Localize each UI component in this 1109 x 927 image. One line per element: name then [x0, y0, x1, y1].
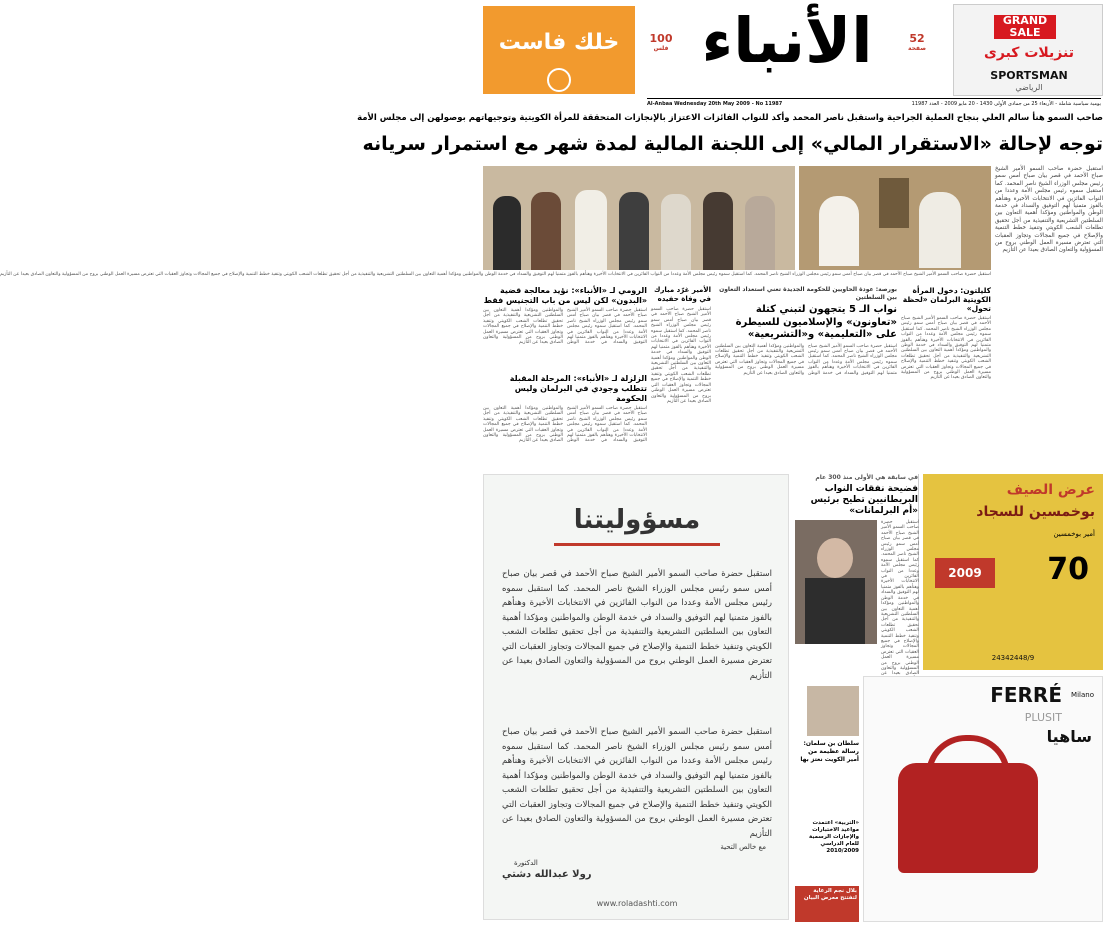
photo-caption: استقبل حضرة صاحب السمو الأمير الشيخ صباح الأحمد في قصر بيان صباح أمس سمو رئيس مجلس الوزراء الشيخ ناصر المحمد. كما استقبل سموه رئيس مجلس الأمة وعددا من النواب الفائزين في الانتخابات الأخيرة وهنأهم بالفوز متمنيا لهم التوفيق والسداد في خدمة الوطن والمواطنين ومؤكدا أهمية التعاون بين السلطتين التشريعية والتنفيذية من أجل تحقيق تطلعات الشعب الكويتي وتنفيذ خطط التنمية والإصلاح في جميع المجالات وتجاوز العقبات التي تعترض مسيرة العمل الوطني بروح من المسؤولية والتعاون الصادق بعيدا عن التأزيم	[0, 272, 991, 277]
masthead-title: الأنباء	[701, 4, 873, 77]
photo-women-mps	[483, 166, 795, 270]
pages-box: 52 صفحة	[907, 32, 927, 52]
price-box: 100 فلس	[649, 32, 673, 52]
main-headline: توجه لإحالة «الاستقرار المالي» إلى اللجنة المالية لمدة شهر مع استمرار سريانه	[362, 133, 1103, 155]
photo-sultan	[807, 686, 859, 736]
date-bar: يومية سياسية شاملة - الأربعاء 25 من جمادى الأولى 1430 - 20 مايو 2009 - العدد 11987 Al-Anbaa Wednesday 20th May 2009 - No 11987	[647, 98, 1101, 108]
bag-handle-icon	[926, 735, 1010, 779]
bag-icon	[898, 763, 1038, 873]
story-tarbia: «التربية» اعتمدت مواعيد الاختبارات والإجازات الرسمية للعام الدراسي 2010/2009	[809, 820, 859, 854]
story-amir: الأمير غرّد مبارك في وفاة حفيده استقبل حضرة صاحب السمو الأمير الشيخ صباح الأحمد في قصر بيان صباح أمس سمو رئيس مجلس الوزراء الشيخ ناصر المحمد. كما استقبل سموه رئيس مجلس الأمة وعددا من النواب الفائزين في الانتخابات الأخيرة وهنأهم بالفوز متمنيا لهم التوفيق والسداد في خدمة الوطن والمواطنين ومؤكدا أهمية التعاون بين السلطتين التشريعية والتنفيذية من أجل تحقيق تطلعات الشعب الكويتي وتنفيذ خطط التنمية والإصلاح في جميع المجالات وتجاوز العقبات التي تعترض مسيرة العمل الوطني بروح من المسؤولية والتعاون الصادق بعيدا عن التأزيم	[651, 286, 711, 404]
main-text-column: استقبل حضرة صاحب السمو الأمير الشيخ صباح الأحمد في قصر بيان صباح أمس سمو رئيس مجلس الوزراء الشيخ ناصر المحمد. كما استقبل سموه رئيس مجلس الأمة وعددا من النواب الفائزين في الانتخابات الأخيرة وهنأهم بالفوز متمنيا لهم التوفيق والسداد في خدمة الوطن والمواطنين ومؤكدا أهمية التعاون بين السلطتين التشريعية والتنفيذية من أجل تحقيق تطلعات الشعب الكويتي وتنفيذ خطط التنمية والإصلاح في جميع المجالات وتجاوز العقبات التي تعترض مسيرة العمل الوطني بروح من المسؤولية والتعاون الصادق بعيدا عن التأزيم	[995, 166, 1103, 254]
story-klilton: كليلتون: دخول المرأة الكويتية البرلمان «لحظة تحول» استقبل حضرة صاحب السمو الأمير الشيخ صباح الأحمد في قصر بيان صباح أمس سمو رئيس مجلس الوزراء الشيخ ناصر المحمد. كما استقبل سموه رئيس مجلس الأمة وعددا من النواب الفائزين في الانتخابات الأخيرة وهنأهم بالفوز متمنيا لهم التوفيق والسداد في خدمة الوطن والمواطنين ومؤكدا أهمية التعاون بين السلطتين التشريعية والتنفيذية من أجل تحقيق تطلعات الشعب الكويتي وتنفيذ خطط التنمية والإصلاح في جميع المجالات وتجاوز العقبات التي تعترض مسيرة العمل الوطني بروح من المسؤولية والتعاون الصادق بعيدا عن التأزيم	[901, 286, 991, 381]
ad-ferre: FERRÉ Milano PLUSIT ساهيا	[863, 676, 1103, 922]
ad-roladashti: مسؤوليتنا استقبل حضرة صاحب السمو الأمير الشيخ صباح الأحمد في قصر بيان صباح أمس سمو رئيس مجلس الوزراء الشيخ ناصر المحمد. كما استقبل سموه رئيس مجلس الأمة وعددا من النواب الفائزين في الانتخابات الأخيرة وهنأهم بالفوز متمنيا لهم التوفيق والسداد في خدمة الوطن والمواطنين ومؤكدا أهمية التعاون بين السلطتين التشريعية والتنفيذية من أجل تحقيق تطلعات الشعب الكويتي وتنفيذ خطط التنمية والإصلاح في جميع المجالات وتجاوز العقبات التي تعترض مسيرة العمل الوطني بروح من المسؤولية والتعاون الصادق بعيدا عن التأزيم استقبل حضرة صاحب السمو الأمير الشيخ صباح الأحمد في قصر بيان صباح أمس سمو رئيس مجلس الوزراء الشيخ ناصر المحمد. كما استقبل سموه رئيس مجلس الأمة وعددا من النواب الفائزين في الانتخابات الأخيرة وهنأهم بالفوز متمنيا لهم التوفيق والسداد في خدمة الوطن والمواطنين ومؤكدا أهمية التعاون بين السلطتين التشريعية والتنفيذية من أجل تحقيق تطلعات الشعب الكويتي وتنفيذ خطط التنمية والإصلاح في جميع المجالات وتجاوز العقبات التي تعترض مسيرة العمل الوطني بروح من المسؤولية والتعاون الصادق بعيدا عن التأزيم مع خالص التحية الدكتورة رولا عبدالله دشتي www.roladashti.com	[483, 474, 789, 920]
story-zalzala: الزلزلة لـ «الأنباء»: المرحلة المقبلة تتطلب وجودي في البرلمان وليس الحكومة استقبل حضرة صاحب السمو الأمير الشيخ صباح الأحمد في قصر بيان صباح أمس سمو رئيس مجلس الوزراء الشيخ ناصر المحمد. كما استقبل سموه رئيس مجلس الأمة وعددا من النواب الفائزين في الانتخابات الأخيرة وهنأهم بالفوز متمنيا لهم التوفيق والسداد في خدمة الوطن والمواطنين ومؤكدا أهمية التعاون بين السلطتين التشريعية والتنفيذية من أجل تحقيق تطلعات الشعب الكويتي وتنفيذ خطط التنمية والإصلاح في جميع المجالات وتجاوز العقبات التي تعترض مسيرة العمل الوطني بروح من المسؤولية والتعاون الصادق بعيدا عن التأزيم	[483, 374, 647, 444]
logo-icon	[547, 68, 571, 92]
kicker: صاحب السمو هنأ سالم العلي بنجاح العملية الجراحية واستقبل ناصر المحمد وأكد للنواب الفائزات الاعتزاز بالإنجازات المتحققة للمرأة الكويتية وتوجيهاتهم بوصولهن إلى مجلس الأمة	[357, 113, 1103, 123]
story-romi: الرومي لـ «الأنباء»: نؤيد معالجة قضية «البدون» لكن ليس من باب التجنيس فقط استقبل حضرة صاحب السمو الأمير الشيخ صباح الأحمد في قصر بيان صباح أمس سمو رئيس مجلس الوزراء الشيخ ناصر المحمد. كما استقبل سموه رئيس مجلس الأمة وعددا من النواب الفائزين في الانتخابات الأخيرة وهنأهم بالفوز متمنيا لهم التوفيق والسداد في خدمة الوطن والمواطنين ومؤكدا أهمية التعاون بين السلطتين التشريعية والتنفيذية من أجل تحقيق تطلعات الشعب الكويتي وتنفيذ خطط التنمية والإصلاح في جميع المجالات وتجاوز العقبات التي تعترض مسيرة العمل الوطني بروح من المسؤولية والتعاون الصادق بعيدا عن التأزيم	[483, 286, 647, 346]
story-sultan: سلطان بن سلمان: رسالة عظيمة من أمير الكويت نعتز بها	[795, 686, 859, 816]
ad-right-sportsman: GRAND SALE تنزيلات كبرى SPORTSMAN الرياضي	[953, 4, 1103, 96]
story-uk: في سابقة هي الأولى منذ 300 عام فضيحة نفقات النواب البريطانيين تطيح برئيس «أم البرلمانات» استقبل حضرة صاحب السمو الأمير الشيخ صباح الأحمد في قصر بيان صباح أمس سمو رئيس مجلس الوزراء الشيخ ناصر المحمد. كما استقبل سموه رئيس مجلس الأمة وعددا من النواب الفائزين في الانتخابات الأخيرة وهنأهم بالفوز متمنيا لهم التوفيق والسداد في خدمة الوطن والمواطنين ومؤكدا أهمية التعاون بين السلطتين التشريعية والتنفيذية من أجل تحقيق تطلعات الشعب الكويتي وتنفيذ خطط التنمية والإصلاح في جميع المجالات وتجاوز العقبات التي تعترض مسيرة العمل الوطني بروح من المسؤولية والتعاون الصادق بعيدا عن	[795, 474, 919, 674]
story-nwab: بورصة: عودة الحاويين للحكومة الجديدة تعني استعداد التعاون بين السلطتين نواب الـ 5 يتجهون لتبني كتلة «تعاونون» والإسلاميون للسيطرة على «التعليمية» و«التشريعية» استقبل حضرة صاحب السمو الأمير الشيخ صباح الأحمد في قصر بيان صباح أمس سمو رئيس مجلس الوزراء الشيخ ناصر المحمد. كما استقبل سموه رئيس مجلس الأمة وعددا من النواب الفائزين في الانتخابات الأخيرة وهنأهم بالفوز متمنيا لهم التوفيق والسداد في خدمة الوطن والمواطنين ومؤكدا أهمية التعاون بين السلطتين التشريعية والتنفيذية من أجل تحقيق تطلعات الشعب الكويتي وتنفيذ خطط التنمية والإصلاح في جميع المجالات وتجاوز العقبات التي تعترض مسيرة العمل الوطني بروح من المسؤولية والتعاون الصادق بعيدا عن التأزيم	[715, 286, 897, 376]
ad-left-fast: خلك فاست	[483, 6, 635, 94]
photo-speaker	[795, 520, 877, 644]
photo-amir-reception	[799, 166, 991, 270]
story-bilal: بلال نجم الرعاية لتفتتح معرض البيان	[795, 886, 859, 922]
ad-bukhamseen: عرض الصيف بوخمسين للسجاد أمير بوخمسين 70 2009 24342448/9	[923, 474, 1103, 670]
